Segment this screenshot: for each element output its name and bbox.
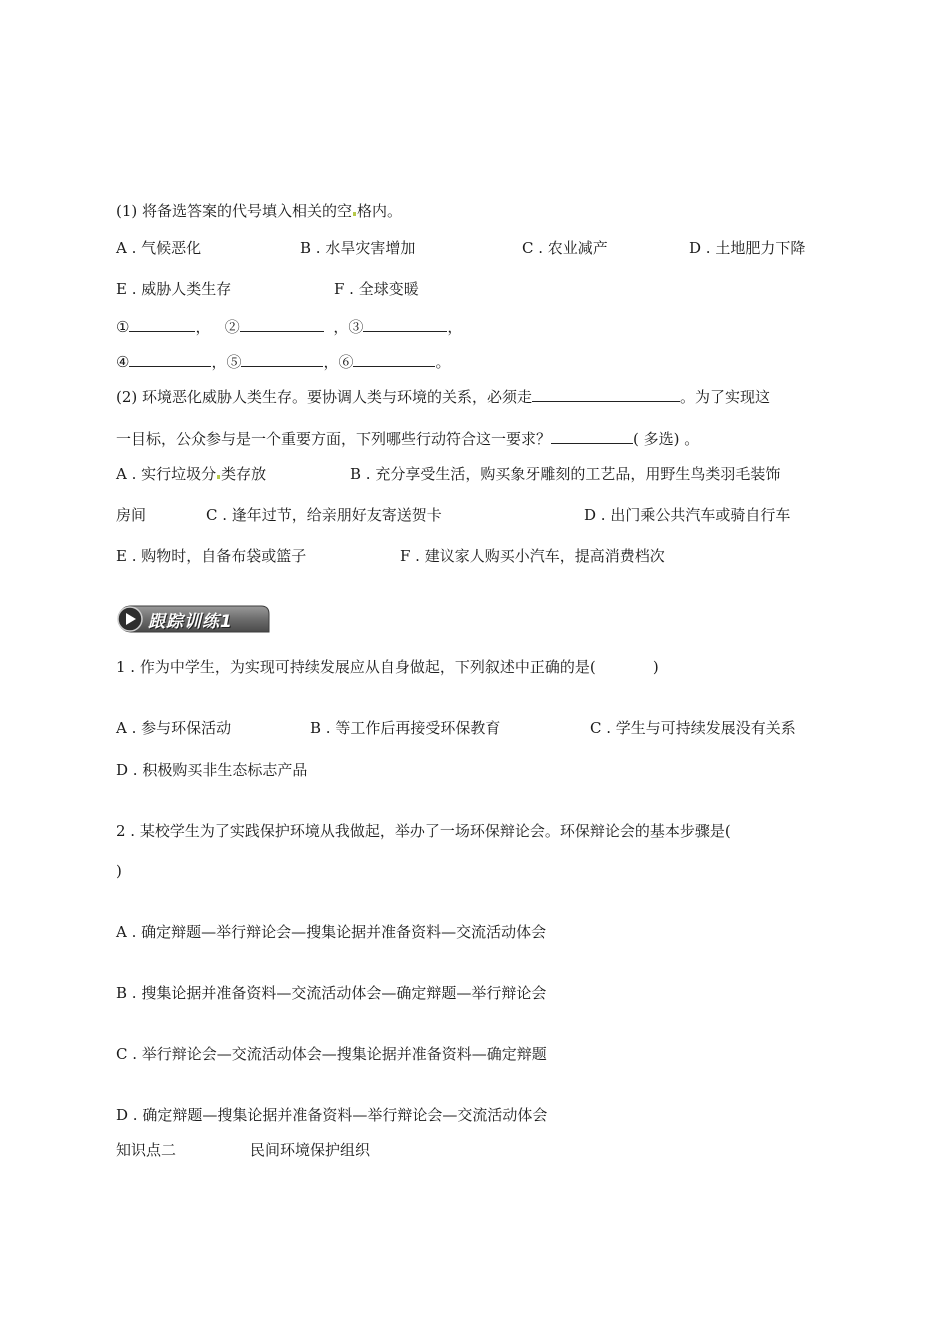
blanks-row-1: ① ， ② ，③ ，: [116, 318, 463, 336]
q1-option-c: C . 学生与可持续发展没有关系: [590, 719, 796, 737]
part2-line-2: 一目标，公众参与是一个重要方面，下列哪些行动符合这一要求？ ( 多选) 。: [116, 430, 700, 448]
blank-1[interactable]: [129, 316, 195, 332]
option-d: D . 土地肥力下降: [689, 239, 806, 257]
knowledge-point-label: 知识点二: [116, 1141, 177, 1159]
option-f: F . 全球变暖: [334, 280, 419, 298]
q2-option-b: B . 搜集论据并准备资料—交流活动体会—确定辩题—举行辩论会: [116, 984, 547, 1002]
blank-multi-choice[interactable]: [551, 428, 633, 444]
action-e: E . 购物时，自备布袋或篮子: [116, 547, 307, 565]
q2-option-a: A . 确定辩题—举行辩论会—搜集论据并准备资料—交流活动体会: [116, 923, 547, 941]
action-b-continued: 房间: [116, 506, 147, 524]
banner-label: 跟踪训练1: [148, 612, 233, 632]
option-e: E . 威胁人类生存: [116, 280, 232, 298]
knowledge-point-title: 民间环境保护组织: [250, 1141, 371, 1159]
follow-up-training-banner: [116, 604, 270, 634]
q2-option-c: C . 举行辩论会—交流活动体会—搜集论据并准备资料—确定辩题: [116, 1045, 547, 1063]
action-c: C . 逢年过节，给亲朋好友寄送贺卡: [206, 506, 442, 524]
q2-option-d: D . 确定辩题—搜集论据并准备资料—举行辩论会—交流活动体会: [116, 1106, 548, 1124]
blank-path[interactable]: [532, 386, 680, 402]
action-a: A . 实行垃圾分 类存放: [116, 465, 267, 483]
part1-prompt: (1) 将备选答案的代号填入相关的空 格内。: [116, 202, 403, 220]
blank-3[interactable]: [363, 316, 447, 332]
blanks-row-2: ④ ，⑤ ，⑥ 。: [116, 353, 451, 371]
blank-6[interactable]: [353, 351, 435, 367]
option-c: C . 农业减产: [522, 239, 608, 257]
q1-option-a: A . 参与环保活动: [116, 719, 232, 737]
q2-stem: 2 . 某校学生为了实践保护环境从我做起，举办了一场环保辩论会。环保辩论会的基本步骤是(: [116, 822, 731, 840]
option-b: B . 水旱灾害增加: [300, 239, 416, 257]
blank-2[interactable]: [240, 316, 324, 332]
part2-line-1: (2) 环境恶化威胁人类生存。要协调人类与环境的关系，必须走 。为了实现这: [116, 388, 771, 406]
action-b: B . 充分享受生活，购买象牙雕刻的工艺品，用野生鸟类羽毛装饰: [350, 465, 781, 483]
action-f: F . 建议家人购买小汽车，提高消费档次: [400, 547, 665, 565]
blank-5[interactable]: [241, 351, 323, 367]
action-d: D . 出门乘公共汽车或骑自行车: [584, 506, 791, 524]
q1-option-b: B . 等工作后再接受环保教育: [310, 719, 501, 737]
option-a: A . 气候恶化: [116, 239, 202, 257]
q1-stem: 1 . 作为中学生，为实现可持续发展应从自身做起，下列叙述中正确的是( ): [116, 658, 659, 676]
q2-stem-close: ): [116, 862, 122, 880]
q1-option-d: D . 积极购买非生态标志产品: [116, 761, 308, 779]
blank-4[interactable]: [129, 351, 211, 367]
